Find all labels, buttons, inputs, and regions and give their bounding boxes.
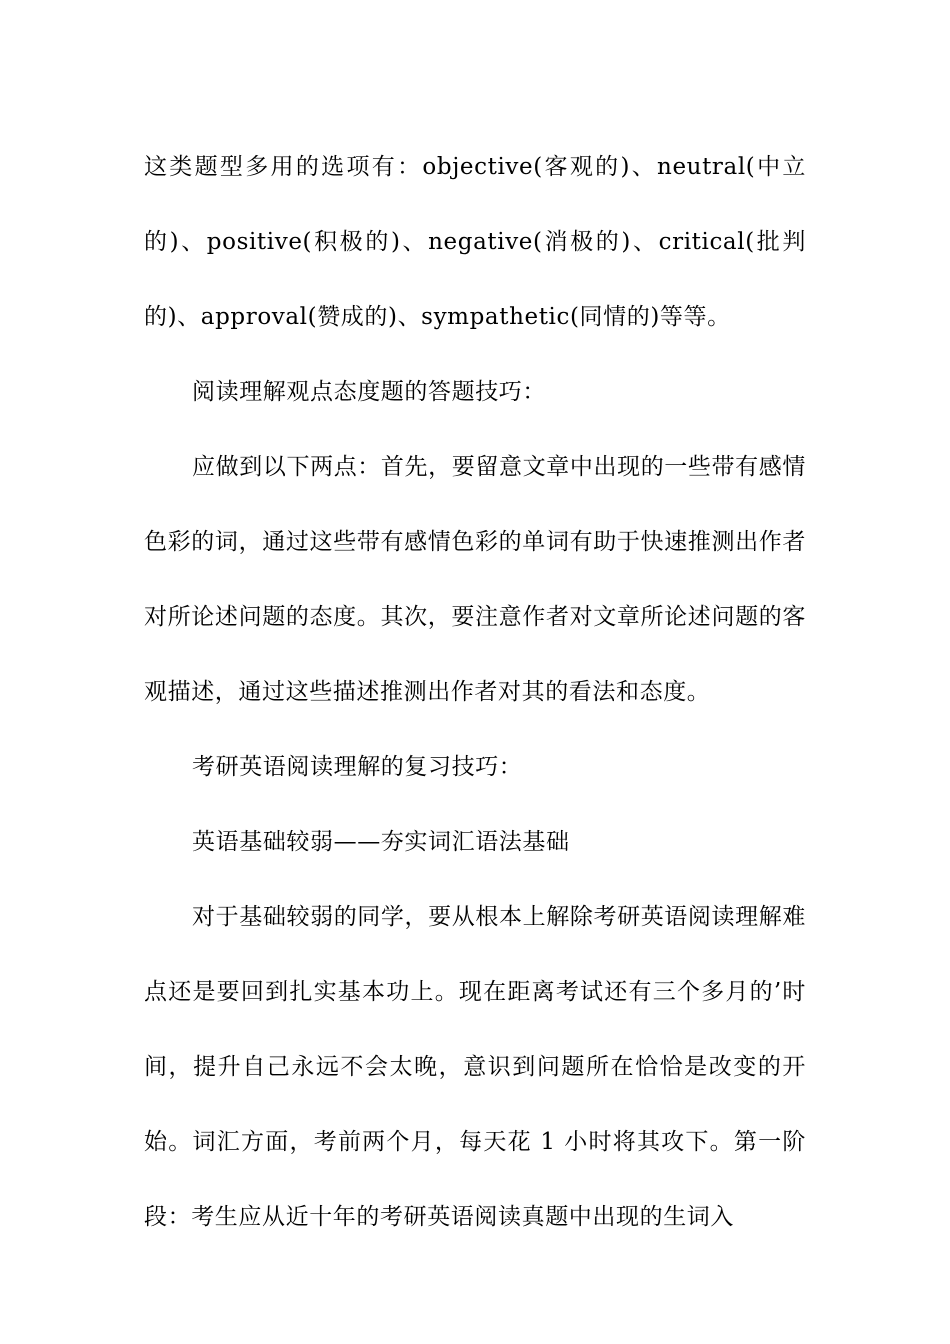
paragraph-attitude-tips: 应做到以下两点：首先，要留意文章中出现的一些带有感情色彩的词，通过这些带有感情色彩的单词有助于快速推测出作者对所论述问题的态度。其次，要注意作者对文章所论述问题的客观描述，通过这些描述推测出作者对其的看法和态度。 — [144, 454, 806, 705]
heading-weak-foundation: 英语基础较弱——夯实词汇语法基础 — [192, 829, 570, 855]
heading-review-tips: 考研英语阅读理解的复习技巧： — [192, 754, 523, 780]
document-body — [144, 130, 806, 1255]
paragraph-options-list: 这类题型多用的选项有：objective(客观的)、neutral(中立的)、positive(积极的)、negative(消极的)、critical(批判的)、approval(赞成的)、sympathetic(同情的)等等。 — [144, 154, 806, 330]
paragraph-weak-foundation: 对于基础较弱的同学，要从根本上解除考研英语阅读理解难点还是要回到扎实基本功上。现在距离考试还有三个多月的’时间，提升自己永远不会太晚，意识到问题所在恰恰是改变的开始。词汇方面，考前两个月，每天花 1 小时将其攻下。第一阶段：考生应从近十年的考研英语阅读真题中出现的生词入 — [144, 904, 806, 1230]
heading-attitude-tips: 阅读理解观点态度题的答题技巧： — [192, 379, 546, 405]
